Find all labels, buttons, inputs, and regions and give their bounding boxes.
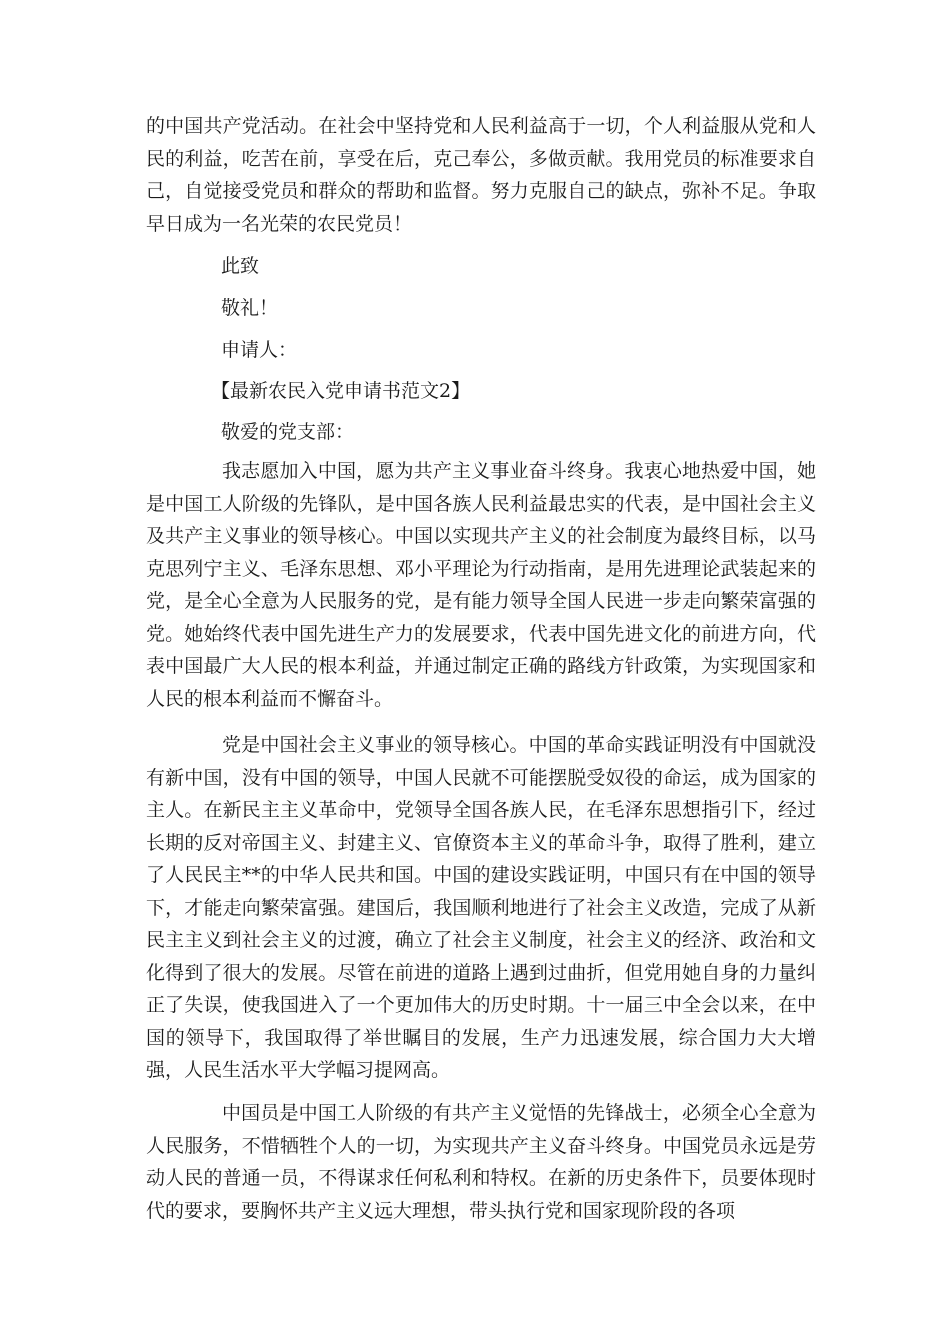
body-paragraph-3 bbox=[146, 1097, 816, 1227]
body-paragraph-2 bbox=[146, 729, 816, 1087]
section-heading: 【最新农民入党申请书范文2】 bbox=[211, 380, 471, 402]
closing-regards: 敬礼！ bbox=[221, 297, 279, 319]
applicant-label: 申请人： bbox=[221, 339, 298, 361]
continuation-paragraph bbox=[146, 110, 816, 240]
paragraph-text: 党是中国社会主义事业的领导核心。中国的革命实践证明没有中国就没有新中国，没有中国的领导，中国人民就不可能摆脱受奴役的命运，成为国家的主人。在新民主主义革命中，党领导全国各族人民，在毛泽东思想指引下，经过长期的反对帝国主义、封建主义、官僚资本主义的革命斗争，取得了胜利，建立了人民民主**的中华人民共和国。中国的建设实践证明，中国只有在中国的领导下，才能走向繁荣富强。建国后，我国顺利地进行了社会主义改造，完成了从新民主主义到社会主义的过渡，确立了社会主义制度，社会主义的经济、政治和文化得到了很大的发展。尽管在前进的道路上遇到过曲折，但党用她自身的力量纠正了失误，使我国进入了一个更加伟大的历史时期。十一届三中全会以来，在中国的领导下，我国取得了举世瞩目的发展，生产力迅速发展，综合国力大大增强，人民生活水平大学幅习提网高。 bbox=[146, 734, 816, 1081]
paragraph-text: 我志愿加入中国，愿为共产主义事业奋斗终身。我衷心地热爱中国，她是中国工人阶级的先锋队，是中国各族人民利益最忠实的代表，是中国社会主义及共产主义事业的领导核心。中国以实现共产主义的社会制度为最终目标，以马克思列宁主义、毛泽东思想、邓小平理论为行动指南，是用先进理论武装起来的党，是全心全意为人民服务的党，是有能力领导全国人民进一步走向繁荣富强的党。她始终代表中国先进生产力的发展要求，代表中国先进文化的前进方向，代表中国最广大人民的根本利益，并通过制定正确的路线方针政策，为实现国家和人民的根本利益而不懈奋斗。 bbox=[146, 460, 816, 710]
closing-salutation: 此致 bbox=[221, 255, 260, 277]
paragraph-text: 的中国共产党活动。在社会中坚持党和人民利益高于一切，个人利益服从党和人民的利益，吃苦在前，享受在后，克己奉公，多做贡献。我用党员的标准要求自己，自觉接受党员和群众的帮助和监督。努力克服自己的缺点，弥补不足。争取早日成为一名光荣的农民党员！ bbox=[146, 115, 816, 235]
greeting: 敬爱的党支部： bbox=[221, 421, 355, 443]
body-paragraph-1 bbox=[146, 455, 816, 715]
paragraph-text: 中国员是中国工人阶级的有共产主义觉悟的先锋战士，必须全心全意为人民服务，不惜牺牲个人的一切，为实现共产主义奋斗终身。中国党员永远是劳动人民的普通一员，不得谋求任何私利和特权。在新的历史条件下，员要体现时代的要求，要胸怀共产主义远大理想，带头执行党和国家现阶段的各项 bbox=[146, 1102, 816, 1222]
